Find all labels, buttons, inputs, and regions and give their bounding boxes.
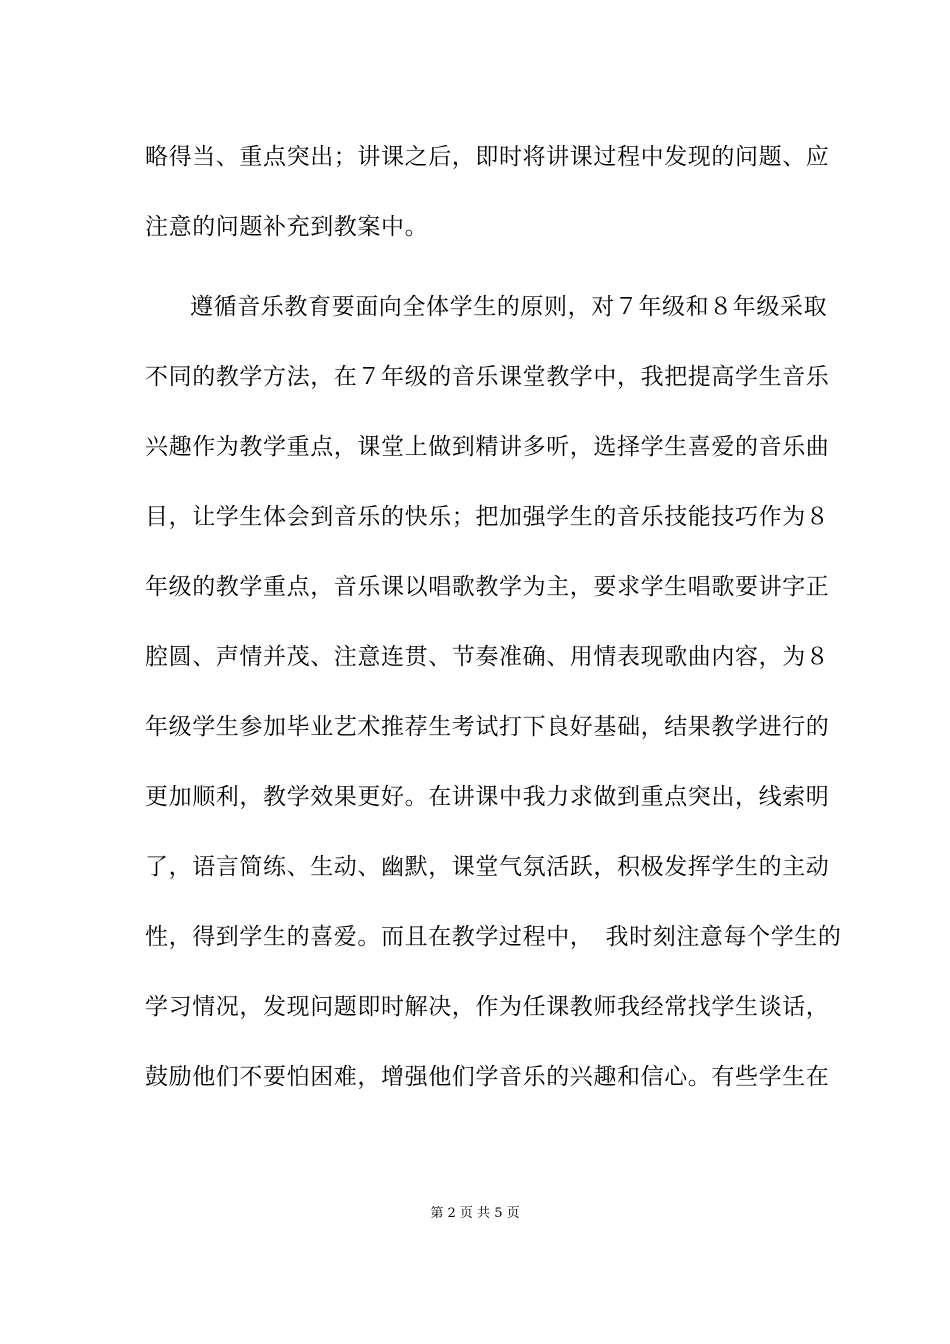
paragraph-first-line: 遵循音乐教育要面向全体学生的原则，对７年级和８年级采取: [190, 294, 828, 320]
body-text-line: 鼓励他们不要怕困难，增强他们学音乐的兴趣和信心。有些学生在: [145, 1064, 830, 1090]
body-text-line: 兴趣作为教学重点，课堂上做到精讲多听，选择学生喜爱的音乐曲: [145, 434, 830, 460]
body-text-line: 年级的教学重点，音乐课以唱歌教学为主，要求学生唱歌要讲字正: [145, 574, 830, 600]
body-text-line: 性，得到学生的喜爱。而且在教学过程中， 我时刻注意每个学生的: [145, 924, 842, 950]
body-text-line: 腔圆、声情并茂、注意连贯、节奏准确、用情表现歌曲内容，为８: [145, 644, 830, 670]
page-number-label: 第 2 页 共 5 页: [430, 1206, 520, 1221]
page-footer: [0, 1204, 950, 1224]
body-text-line: 了，语言简练、生动、幽默，课堂气氛活跃，积极发挥学生的主动: [145, 854, 830, 880]
body-text-line: 注意的问题补充到教案中。: [145, 214, 429, 240]
body-text-line: 学习情况，发现问题即时解决，作为任课教师我经常找学生谈话，: [145, 994, 830, 1020]
body-text-line: 不同的教学方法，在７年级的音乐课堂教学中，我把提高学生音乐: [145, 364, 830, 390]
body-text-line: 年级学生参加毕业艺术推荐生考试打下良好基础，结果教学进行的: [145, 714, 830, 740]
body-text-line: 略得当、重点突出；讲课之后，即时将讲课过程中发现的问题、应: [145, 144, 830, 170]
body-text-line: 更加顺利，教学效果更好。在讲课中我力求做到重点突出，线索明: [145, 784, 830, 810]
body-text-line: 目，让学生体会到音乐的快乐；把加强学生的音乐技能技巧作为８: [145, 504, 830, 530]
